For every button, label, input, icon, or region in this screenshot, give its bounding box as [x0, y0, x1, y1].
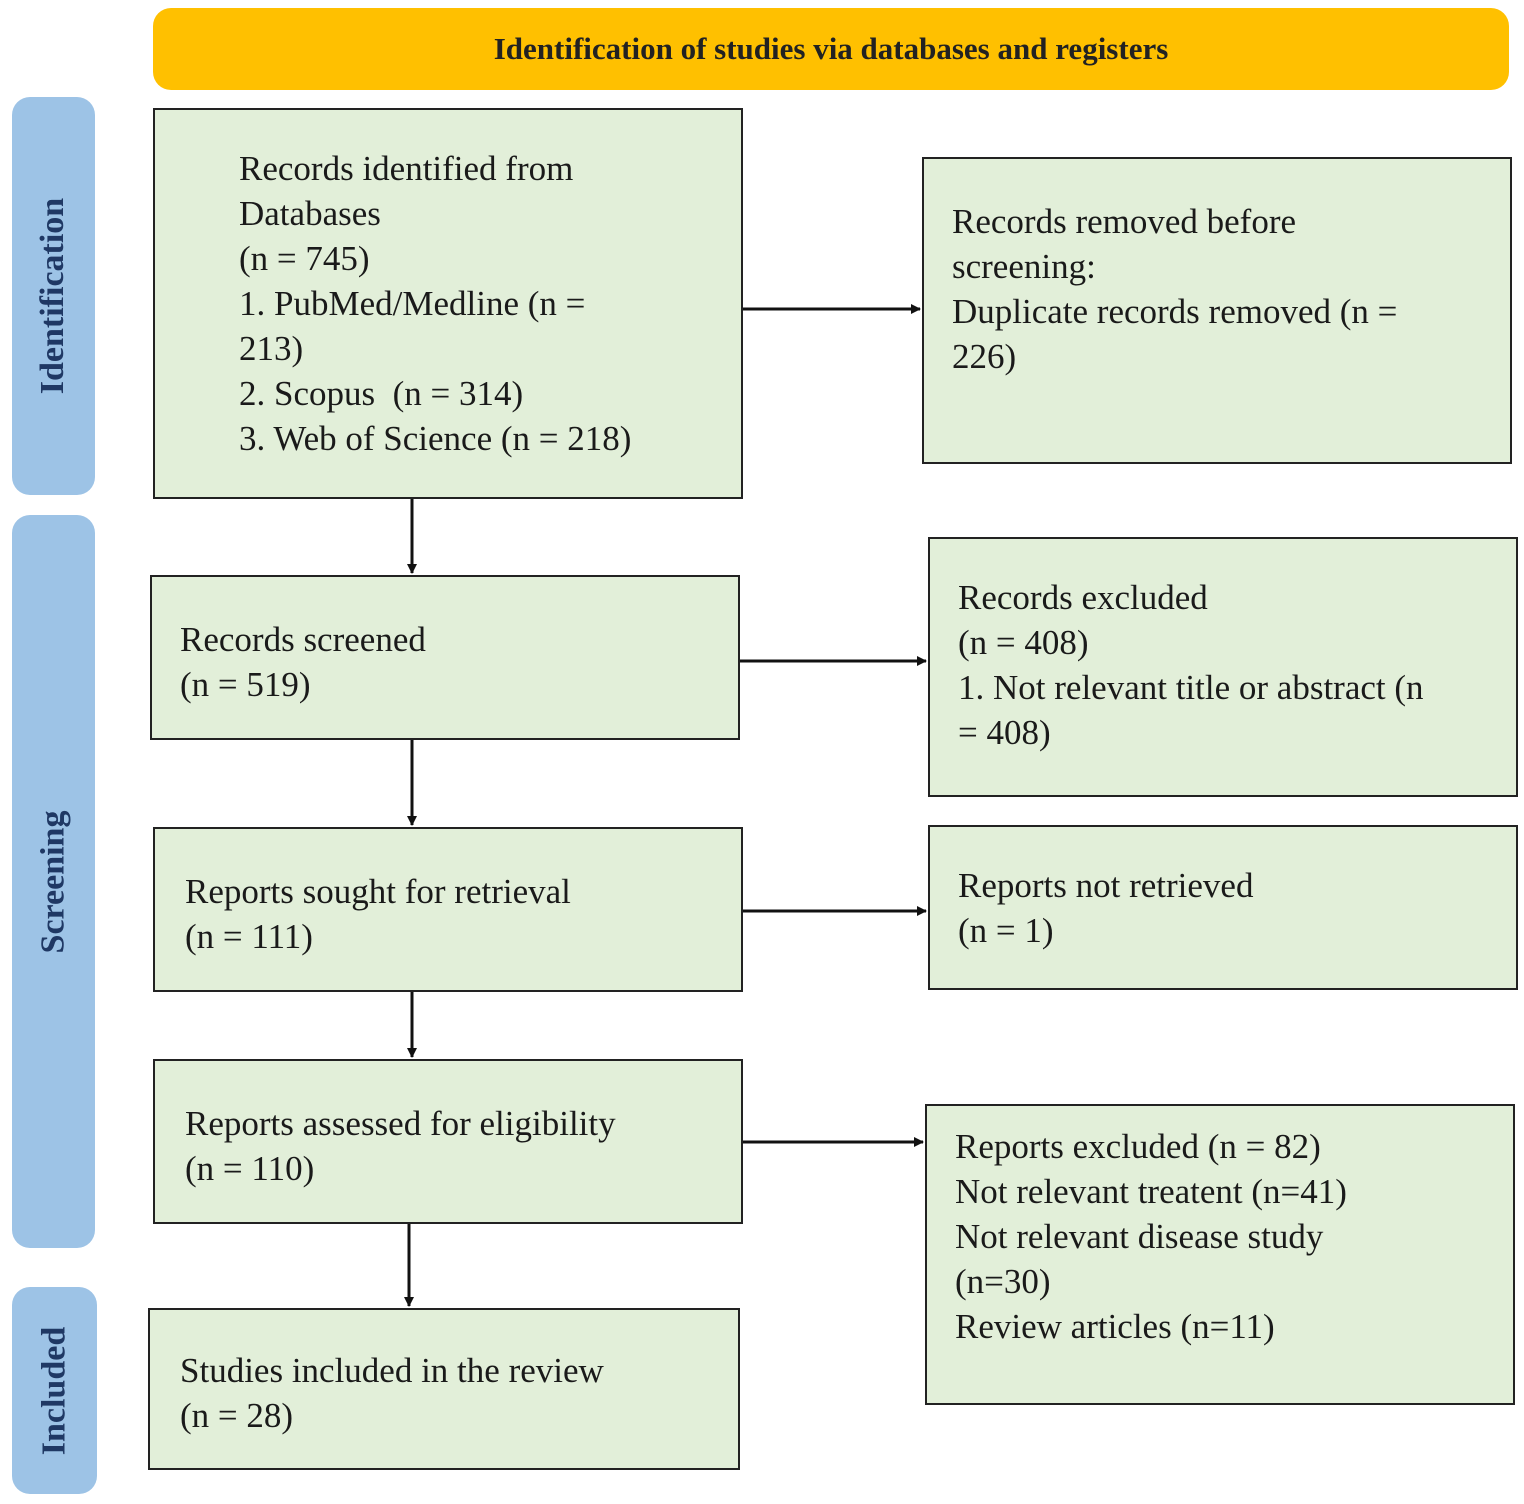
records-excluded-line-1: Records excluded — [958, 578, 1208, 617]
phase-identification-label: Identification — [34, 197, 72, 395]
reports-not-retrieved-line-1: Reports not retrieved — [958, 866, 1254, 905]
reports-sought-line-2: (n = 111) — [185, 917, 313, 956]
studies-included-line-1: Studies included in the review — [180, 1351, 604, 1390]
records-identified-line-5: 213) — [239, 329, 304, 368]
records-removed-line-3: Duplicate records removed (n = — [952, 292, 1398, 331]
records-screened-line-2: (n = 519) — [180, 665, 311, 704]
records-excluded-line-4: = 408) — [958, 713, 1051, 752]
records-identified-line-7: 3. Web of Science (n = 218) — [239, 419, 632, 458]
records-removed-line-1: Records removed before — [952, 202, 1297, 241]
records-screened-line-1: Records screened — [180, 620, 426, 659]
reports-sought-line-1: Reports sought for retrieval — [185, 872, 571, 911]
reports-assessed-line-1: Reports assessed for eligibility — [185, 1104, 616, 1143]
phase-screening-label: Screening — [34, 810, 72, 953]
records-identified-line-2: Databases — [239, 194, 381, 233]
records-excluded-line-2: (n = 408) — [958, 623, 1089, 662]
reports-excluded-line-5: Review articles (n=11) — [955, 1307, 1275, 1346]
phase-included-label: Included — [35, 1326, 73, 1455]
studies-included-line-2: (n = 28) — [180, 1396, 294, 1435]
records-excluded-line-3: 1. Not relevant title or abstract (n — [958, 668, 1424, 707]
reports-excluded-line-4: (n=30) — [955, 1262, 1051, 1301]
reports-assessed-line-2: (n = 110) — [185, 1149, 315, 1188]
records-identified-line-3: (n = 745) — [239, 239, 370, 278]
reports-excluded-line-2: Not relevant treatent (n=41) — [955, 1172, 1347, 1211]
records-removed-line-4: 226) — [952, 337, 1017, 376]
header-title: Identification of studies via databases and registers — [493, 31, 1169, 66]
reports-excluded-line-1: Reports excluded (n = 82) — [955, 1127, 1321, 1166]
records-identified-line-4: 1. PubMed/Medline (n = — [239, 284, 586, 323]
records-identified-line-1: Records identified from — [239, 149, 574, 188]
reports-not-retrieved-line-2: (n = 1) — [958, 911, 1054, 950]
reports-excluded-line-3: Not relevant disease study — [955, 1217, 1324, 1256]
records-removed-line-2: screening: — [952, 247, 1096, 286]
records-identified-line-6: 2. Scopus (n = 314) — [239, 374, 524, 413]
